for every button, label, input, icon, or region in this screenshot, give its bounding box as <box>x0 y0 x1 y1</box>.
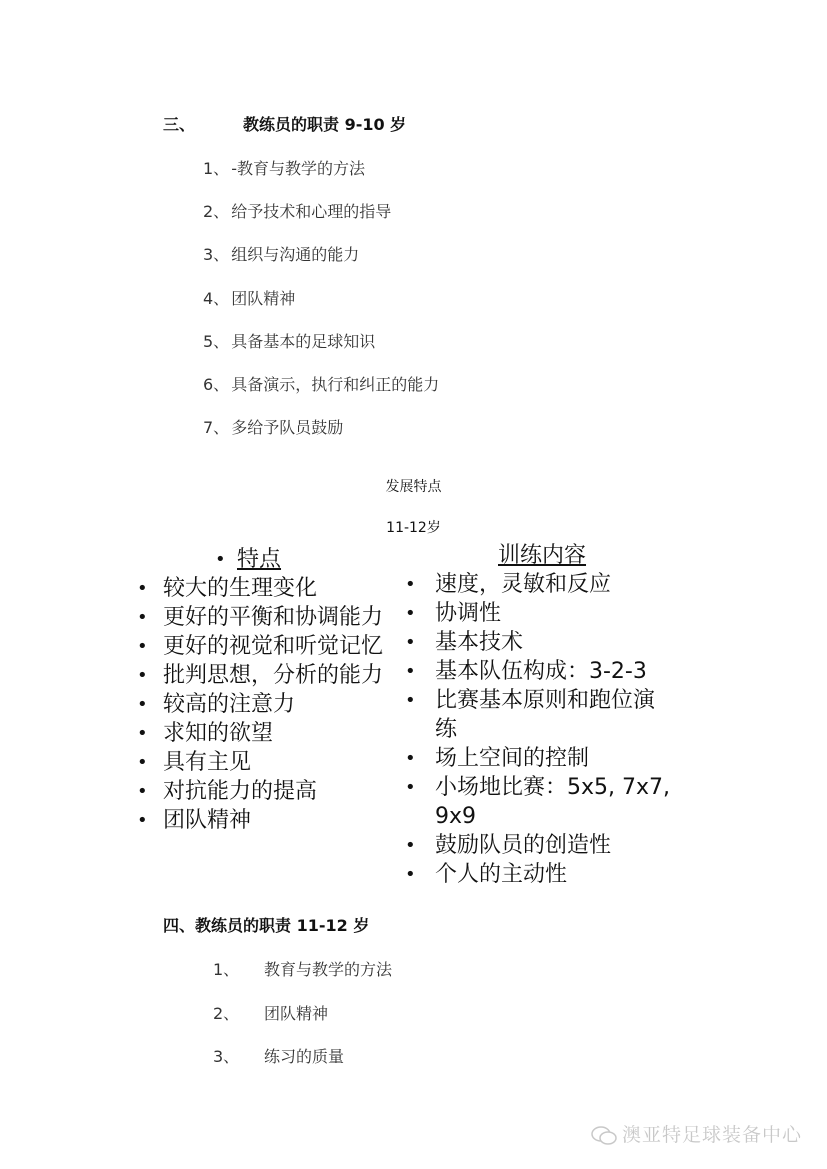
list-item: • 速度，灵敏和反应 <box>405 572 612 597</box>
development-title: 发展特点 <box>385 479 442 495</box>
list-item: • 求知的欲望 <box>137 721 274 746</box>
section-3-number: 三、 <box>163 115 196 134</box>
list-item: 5、 具备基本的足球知识 <box>203 332 376 351</box>
list-item: 2、 给予技术和心理的指导 <box>203 202 392 221</box>
section-3-heading <box>163 112 406 135</box>
list-item: • 场上空间的控制 <box>405 746 590 771</box>
wechat-icon <box>590 1125 618 1147</box>
list-item: 2、 团队精神 <box>213 1004 329 1023</box>
list-item: • 较高的注意力 <box>137 692 296 717</box>
list-item: 1、 教育与教学的方法 <box>213 960 393 979</box>
list-item: 7、 多给予队员鼓励 <box>203 418 344 437</box>
list-item-continuation: 9x9 <box>435 804 477 829</box>
list-item: • 具有主见 <box>137 750 252 775</box>
list-item: • 较大的生理变化 <box>137 576 318 601</box>
list-item: • 对抗能力的提高 <box>137 779 318 804</box>
list-item: • 鼓励队员的创造性 <box>405 833 612 858</box>
list-item: • 协调性 <box>405 601 502 626</box>
section-3-title: 教练员的职责 9-10 岁 <box>243 115 407 134</box>
list-item: • 个人的主动性 <box>405 862 568 887</box>
bullet-icon: • <box>215 549 226 570</box>
list-item: • 更好的平衡和协调能力 <box>137 605 384 630</box>
list-item: • 基本技术 <box>405 630 524 655</box>
list-item: 3、 组织与沟通的能力 <box>203 245 360 264</box>
list-item: • 团队精神 <box>137 808 252 833</box>
list-item: 1、 -教育与教学的方法 <box>203 159 365 178</box>
development-age: 11-12岁 <box>386 520 441 536</box>
list-item: • 小场地比赛：5x5, 7x7, <box>405 775 671 800</box>
list-item: • 批判思想，分析的能力 <box>137 663 384 688</box>
left-column-heading: • 特点 <box>215 547 282 572</box>
list-item: • 比赛基本原则和跑位演 <box>405 688 656 713</box>
right-column-heading: 训练内容 <box>498 543 587 568</box>
section-4-heading: 四、教练员的职责 11-12 岁 <box>163 916 370 935</box>
watermark <box>590 1120 802 1147</box>
list-item: 3、 练习的质量 <box>213 1047 345 1066</box>
list-item: 6、 具备演示，执行和纠正的能力 <box>203 375 440 394</box>
list-item: 4、 团队精神 <box>203 289 296 308</box>
list-item-continuation: 练 <box>435 717 458 742</box>
watermark-text: 澳亚特足球装备中心 <box>621 1124 802 1146</box>
list-item: • 基本队伍构成：3-2-3 <box>405 659 647 684</box>
list-item: • 更好的视觉和听觉记忆 <box>137 634 384 659</box>
